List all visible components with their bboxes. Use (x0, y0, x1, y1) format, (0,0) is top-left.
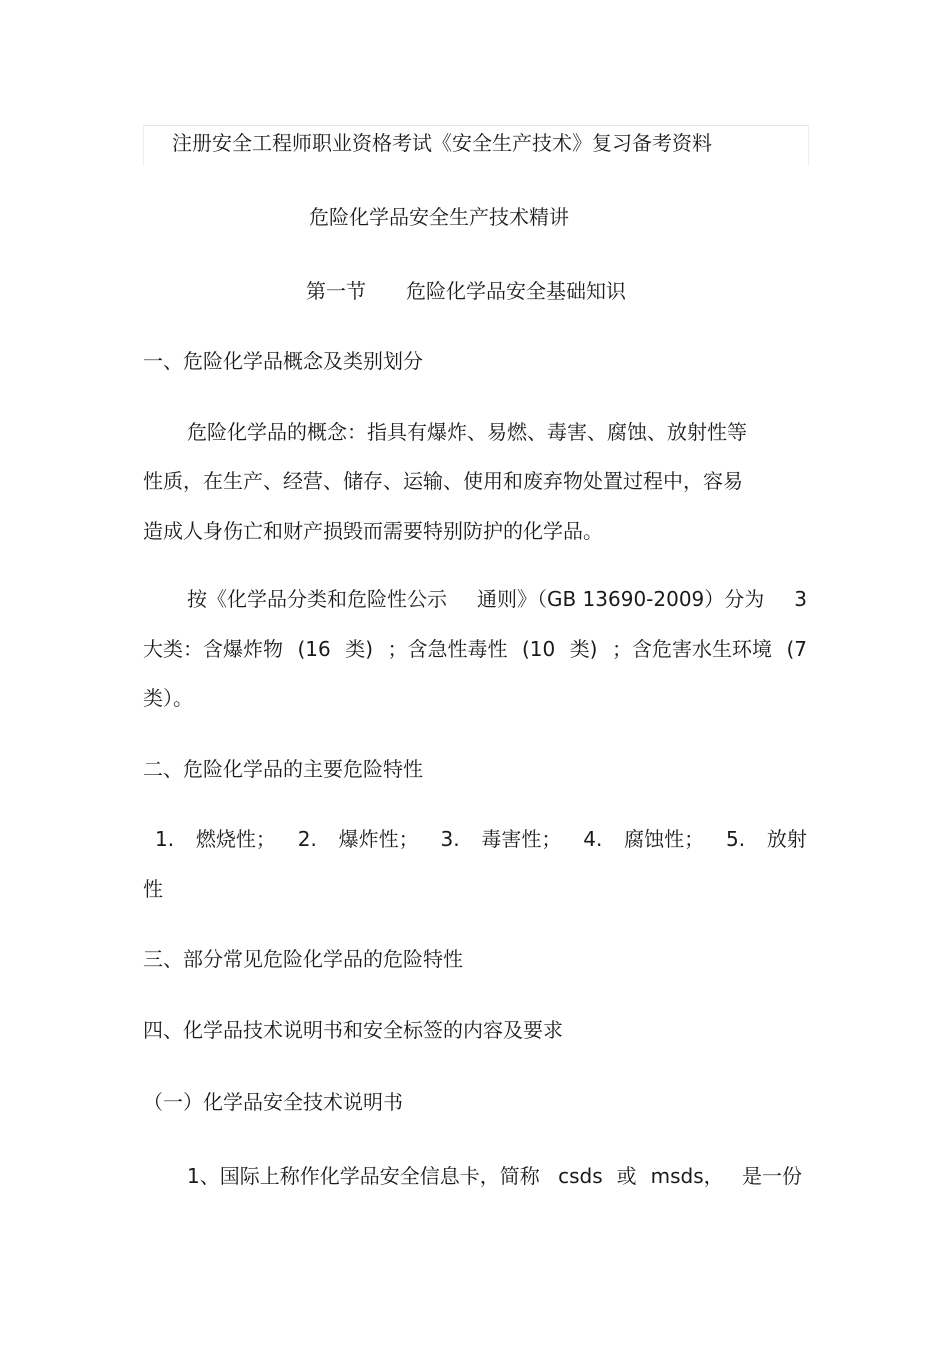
classify-line-2-part6: 类) (569, 637, 598, 661)
hazard-label-5: 放射 (766, 827, 807, 851)
concept-line-3: 造成人身伤亡和财产损毁而需要特别防护的化学品。 (143, 519, 603, 543)
hazard-number-5: 5. (726, 827, 746, 851)
hazard-number-3: 3. (440, 827, 460, 851)
main-title: 危险化学品安全生产技术精讲 (309, 205, 569, 229)
heading-4: 四、化学品技术说明书和安全标签的内容及要求 (143, 1018, 563, 1042)
header-exam-line: 注册安全工程师职业资格考试《安全生产技术》复习备考资料 (172, 131, 712, 155)
classify-line-2 (143, 636, 807, 662)
hazard-label-3: 毒害性； (481, 827, 562, 851)
classify-line-2-part7: ；含危害水生环境 (611, 637, 772, 661)
classify-line-1 (187, 586, 807, 612)
hazard-number-1: 1. (155, 827, 175, 851)
classify-line-2-part4: ；含急性毒性 (387, 637, 508, 661)
hazard-label-1: 燃烧性； (195, 827, 276, 851)
classify-line-1-part1: 按《化学品分类和危险性公示 (187, 587, 447, 611)
item-1-line (187, 1163, 802, 1189)
hazard-label-2: 爆炸性； (338, 827, 419, 851)
hazard-number-2: 2. (297, 827, 317, 851)
hazards-line-2: 性 (143, 877, 163, 901)
item-1-line-part4: msds， (650, 1164, 724, 1188)
heading-3: 三、部分常见危险化学品的危险特性 (143, 947, 463, 971)
item-1-line-part2: csds (558, 1164, 603, 1188)
section-title: 第一节 危险化学品安全基础知识 (306, 279, 626, 303)
concept-line-1: 危险化学品的概念：指具有爆炸、易燃、毒害、腐蚀、放射性等 (187, 420, 747, 444)
heading-2: 二、危险化学品的主要危险特性 (143, 757, 423, 781)
classify-line-2-part2: (16 (297, 637, 331, 661)
classify-line-1-part3: 3 (794, 587, 807, 611)
hazards-line-1 (155, 826, 807, 852)
item-1-line-part3: 或 (616, 1164, 637, 1188)
item-1-line-part5: 是一份 (741, 1164, 802, 1188)
hazard-number-4: 4. (583, 827, 603, 851)
hazard-label-4: 腐蚀性； (624, 827, 705, 851)
classify-line-3: 类）。 (143, 686, 193, 710)
item-1-line-part1: 1、国际上称作化学品安全信息卡，简称 (187, 1164, 540, 1188)
classify-line-2-part3: 类) (345, 637, 374, 661)
classify-line-2-part5: (10 (521, 637, 556, 661)
item-1-abbrev-group (558, 1163, 724, 1189)
classify-line-2-part1: 大类：含爆炸物 (143, 637, 283, 661)
classify-line-2-part8: (7 (786, 637, 807, 661)
classify-line-1-part2: 通则》（GB 13690-2009）分为 (476, 587, 765, 611)
heading-1: 一、危险化学品概念及类别划分 (143, 349, 423, 373)
subheading-1: （一）化学品安全技术说明书 (143, 1090, 403, 1114)
concept-line-2: 性质，在生产、经营、储存、运输、使用和废弃物处置过程中，容易 (143, 469, 743, 493)
